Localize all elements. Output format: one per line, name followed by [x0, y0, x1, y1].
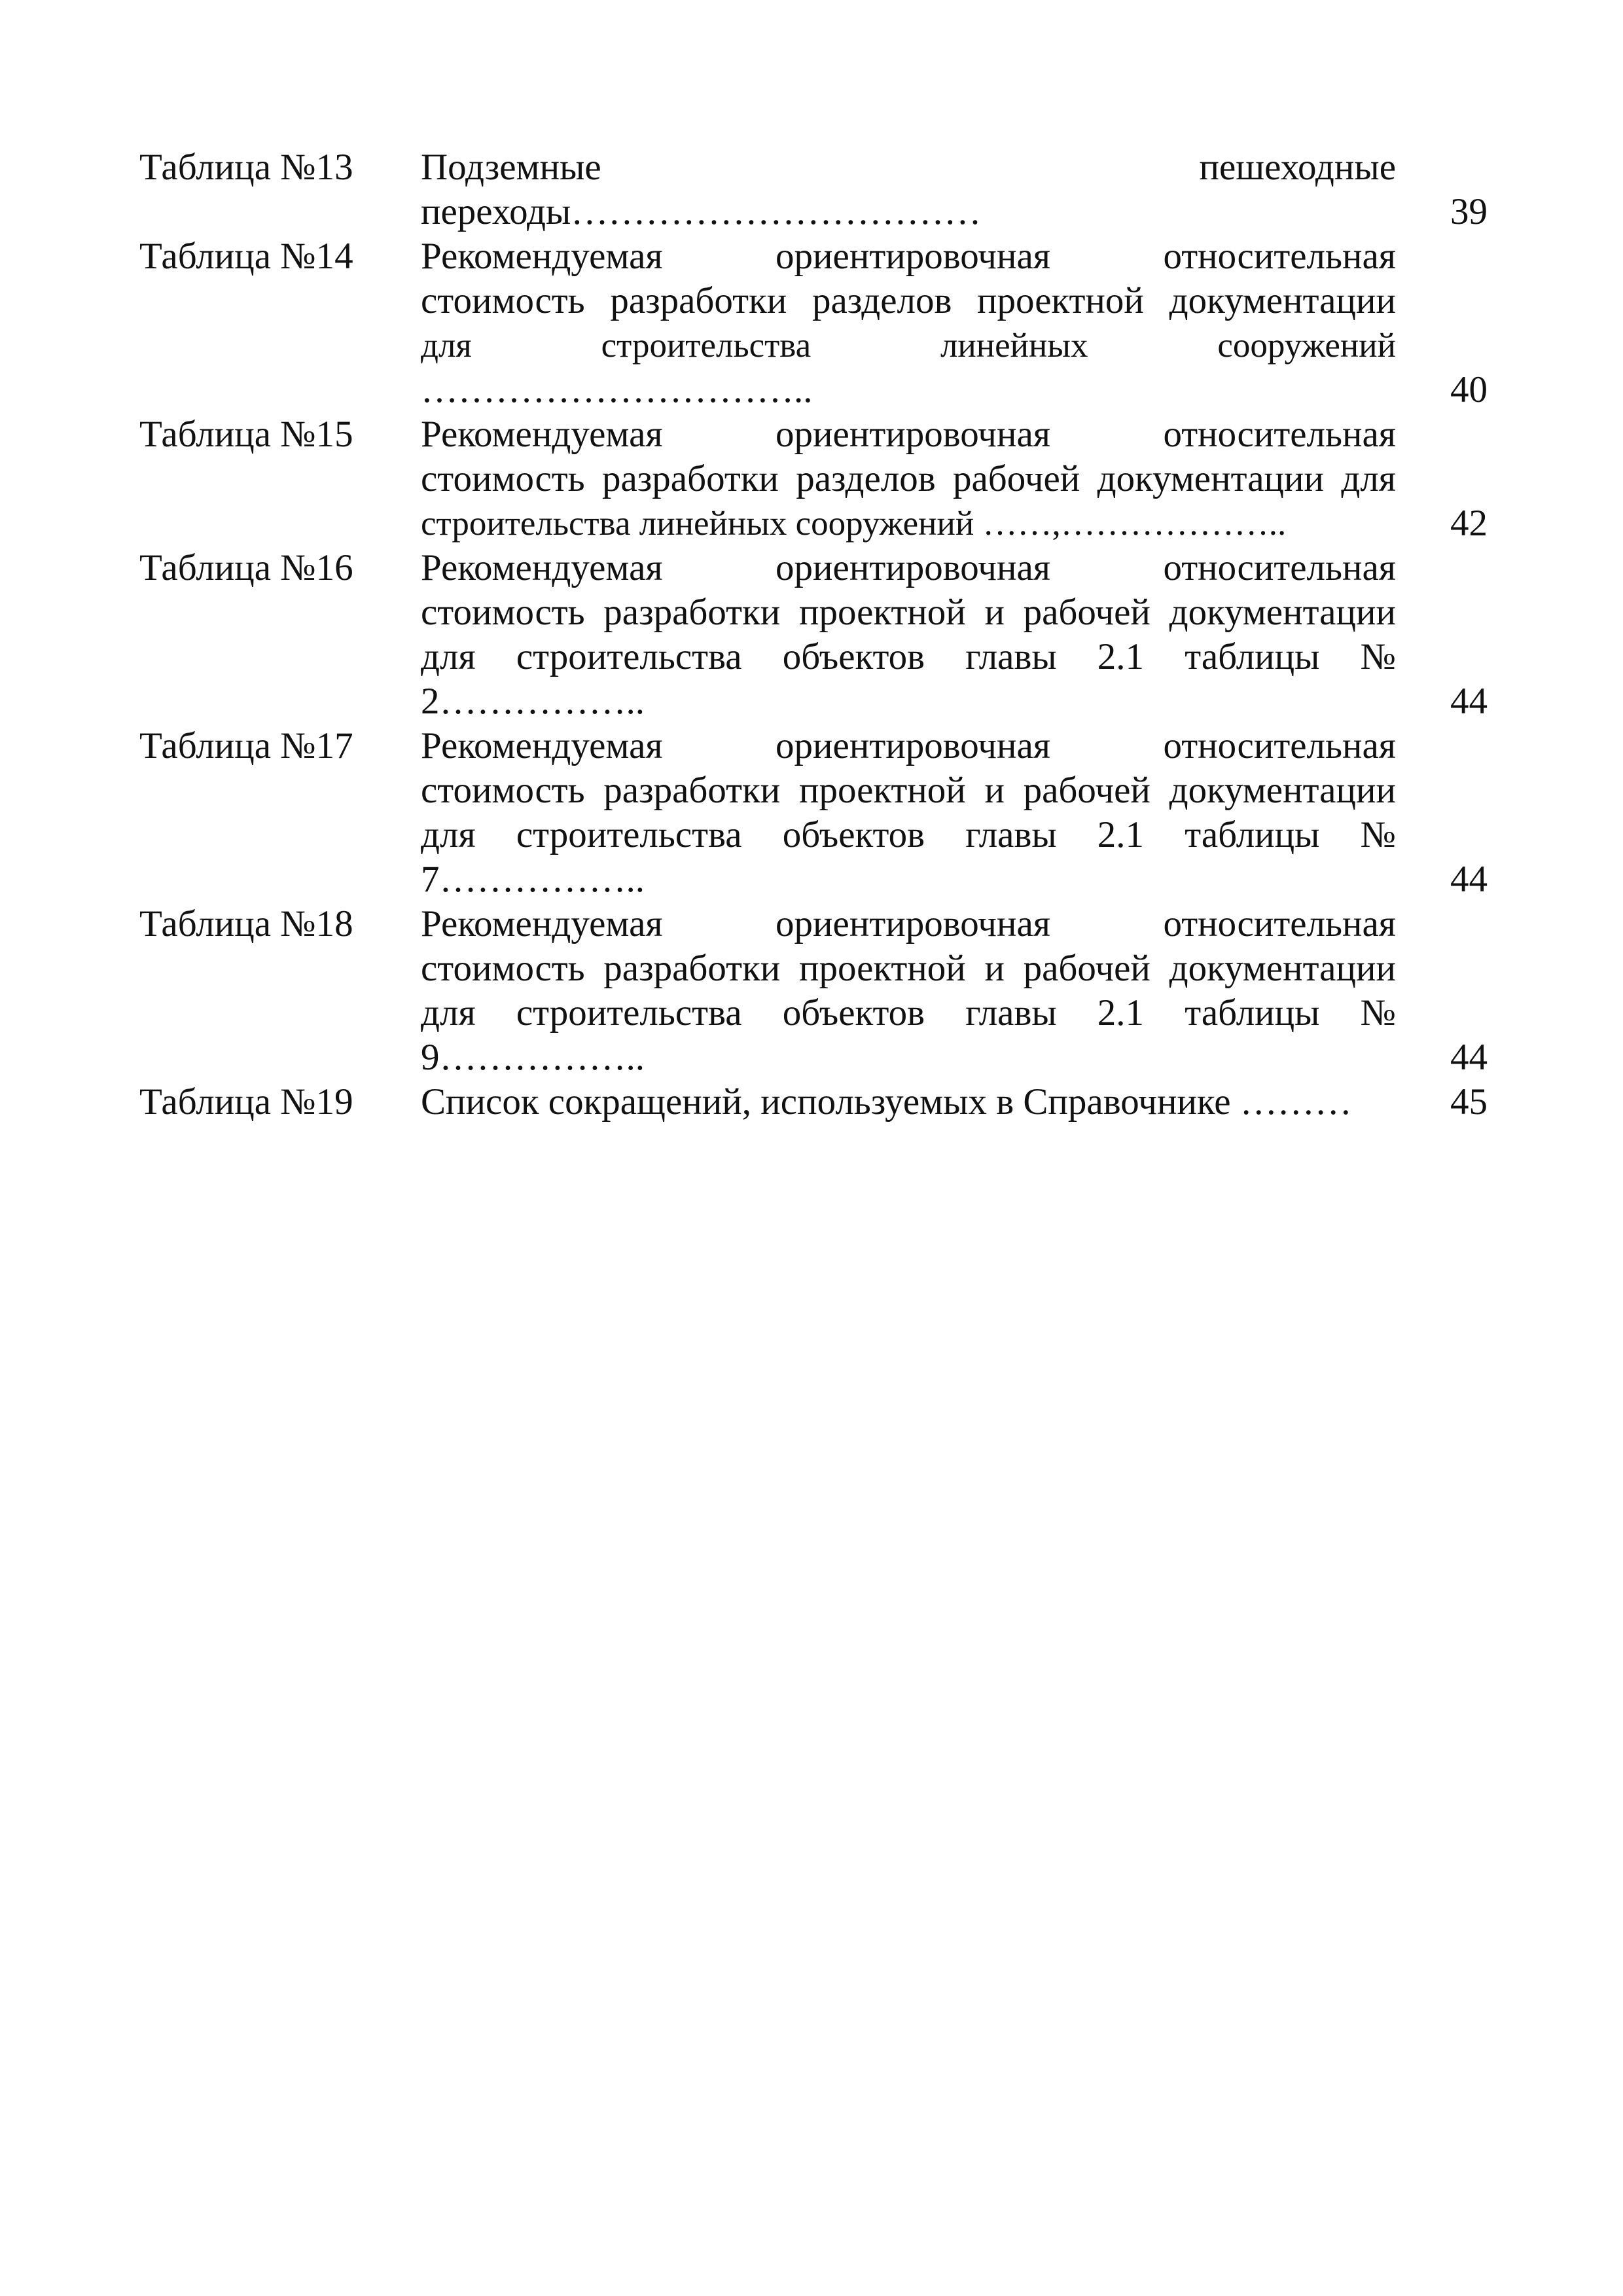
toc-entry-title-line: Рекомендуемая ориентировочная относительная: [421, 725, 1396, 766]
toc-entry-page-number: 44: [1450, 681, 1488, 722]
toc-entry-17: [139, 724, 1488, 902]
toc-entry-title-line: Рекомендуемая ориентировочная относительная: [421, 903, 1396, 944]
toc-entry-page-number: 42: [1450, 503, 1488, 544]
toc-entry-label: Таблица №13: [139, 147, 353, 188]
toc-entry-title: [421, 412, 1396, 546]
table-of-contents: [139, 145, 1488, 1124]
toc-entry-title-line: для строительства объектов главы 2.1 таблицы №: [421, 992, 1396, 1033]
toc-entry-page-number: 39: [1450, 191, 1488, 232]
toc-entry-label: Таблица №14: [139, 236, 353, 277]
toc-entry-14: [139, 234, 1488, 412]
toc-entry-title-line: 9……………..: [421, 1037, 645, 1078]
toc-entry-title-line: 2……………..: [421, 681, 645, 722]
toc-entry-title-line: для строительства объектов главы 2.1 таблицы №: [421, 636, 1396, 677]
toc-entry-title-line: стоимость разработки проектной и рабочей документации: [421, 948, 1396, 989]
toc-entry-title-line: Рекомендуемая ориентировочная относительная: [421, 547, 1396, 588]
toc-entry-title: [421, 145, 1396, 234]
toc-entry-title-line: стоимость разработки разделов рабочей документации для: [421, 458, 1396, 499]
toc-entry-page-number: 44: [1450, 1037, 1488, 1078]
toc-entry-label: Таблица №17: [139, 725, 353, 766]
toc-entry-title-line: 7……………..: [421, 859, 645, 900]
toc-entry-title-line: …………………………..: [421, 369, 813, 410]
toc-entry-page-number: 45: [1450, 1081, 1488, 1122]
toc-entry-title: [421, 1080, 1396, 1124]
toc-entry-title-line: Список сокращений, используемых в Справочнике ………: [421, 1081, 1352, 1122]
toc-entry-label: Таблица №15: [139, 414, 353, 455]
toc-entry-title-line: для строительства объектов главы 2.1 таблицы №: [421, 814, 1396, 855]
toc-entry-title-line: стоимость разработки проектной и рабочей документации: [421, 770, 1396, 811]
toc-entry-title-line: стоимость разработки разделов проектной документации: [421, 280, 1396, 321]
toc-entry-title-line: строительства линейных сооружений ……,………………..: [421, 505, 1287, 543]
toc-entry-title-line: для строительства линейных сооружений: [421, 327, 1396, 365]
toc-entry-label: Таблица №18: [139, 903, 353, 944]
toc-entry-title-line: Рекомендуемая ориентировочная относительная: [421, 414, 1396, 455]
toc-entry-page-number: 44: [1450, 859, 1488, 900]
toc-entry-title-line: стоимость разработки проектной и рабочей документации: [421, 592, 1396, 633]
toc-entry-13: [139, 145, 1488, 234]
toc-entry-label: Таблица №16: [139, 547, 353, 588]
toc-entry-label: Таблица №19: [139, 1081, 353, 1122]
toc-entry-title-line: Подземные пешеходные: [421, 147, 1396, 188]
toc-entry-19: [139, 1080, 1488, 1124]
toc-entry-18: [139, 902, 1488, 1080]
toc-entry-title: [421, 902, 1396, 1080]
toc-entry-16: [139, 546, 1488, 724]
toc-entry-15: [139, 412, 1488, 546]
toc-entry-title-line: переходы……………………………: [421, 191, 982, 232]
toc-entry-title: [421, 234, 1396, 412]
toc-entry-title: [421, 546, 1396, 724]
toc-entry-page-number: 40: [1450, 369, 1488, 410]
toc-entry-title-line: Рекомендуемая ориентировочная относительная: [421, 236, 1396, 277]
toc-entry-title: [421, 724, 1396, 902]
